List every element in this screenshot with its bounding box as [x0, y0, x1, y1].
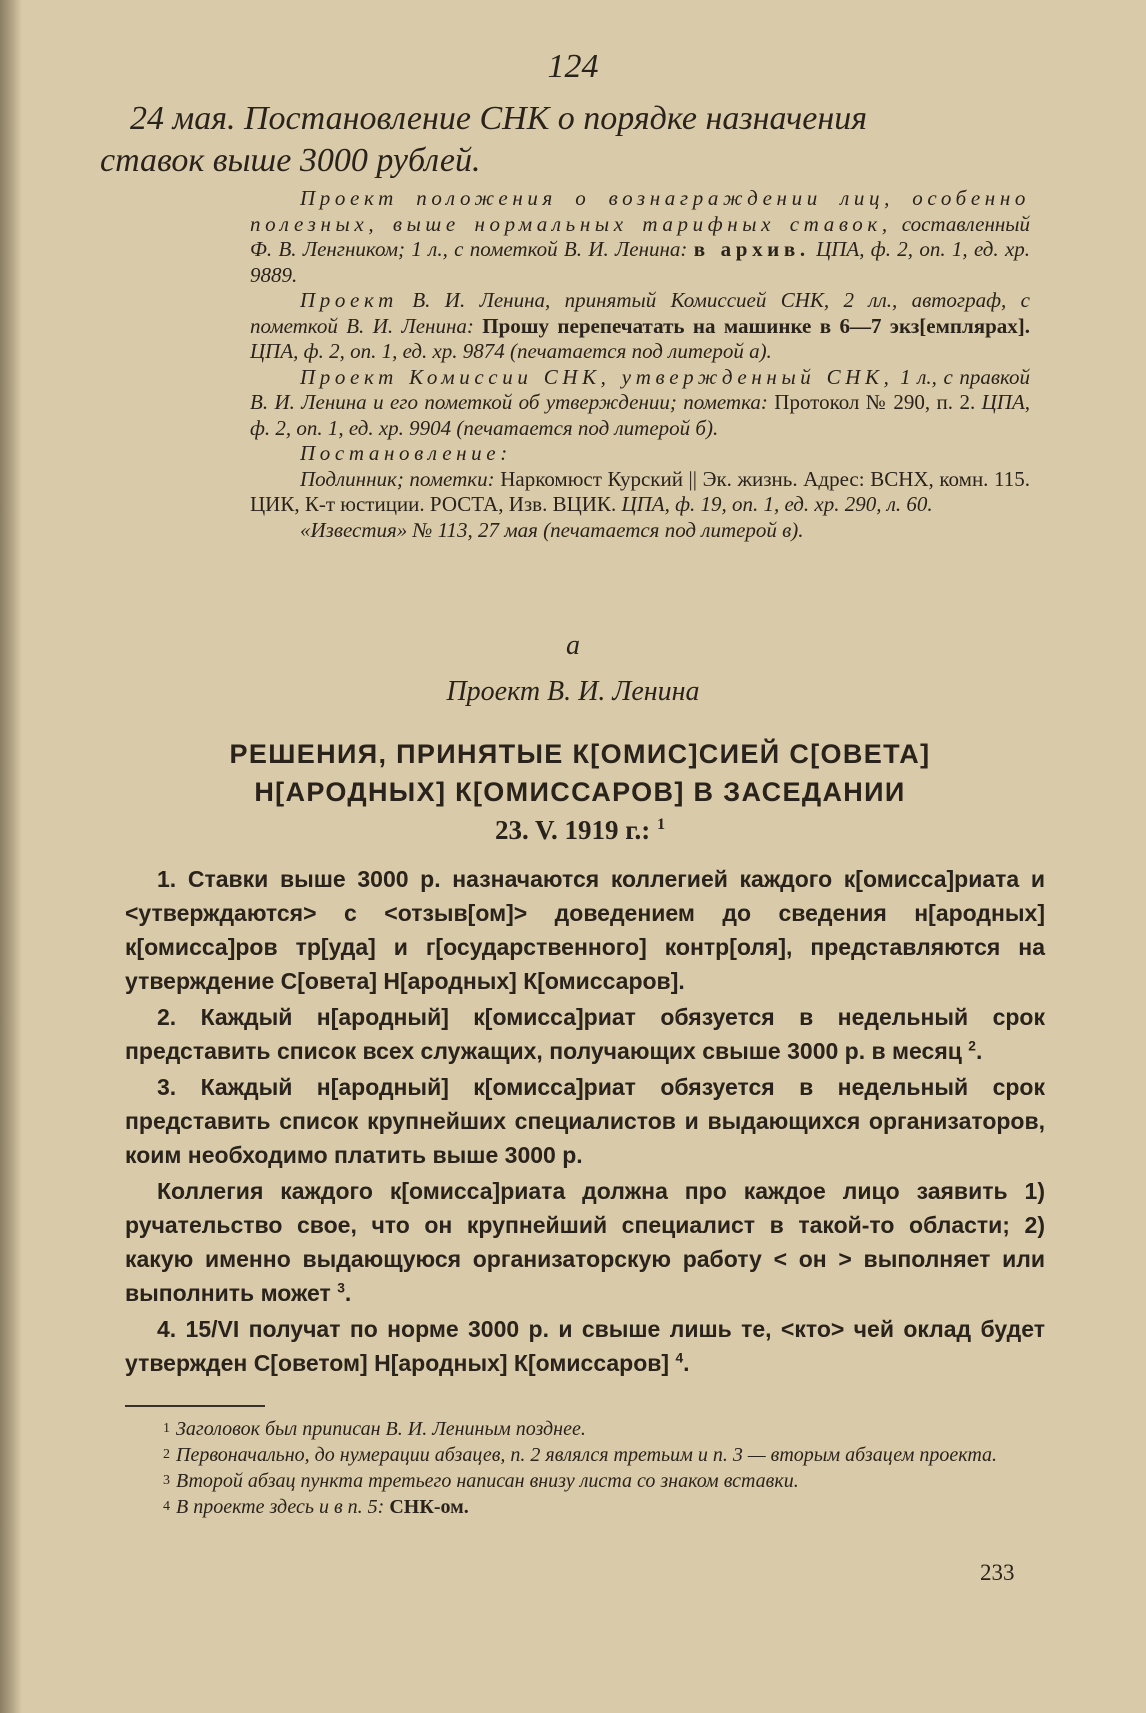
footnote: 2 Первоначально, до нумерации абзацев, п. 2 являлся третьим и п. 3 — вторым абзацем проекта.: [163, 1444, 998, 1466]
heading-date: 23. V. 1919 г.: $^1$: [494, 815, 666, 845]
footnote-divider: [125, 1405, 265, 1407]
source-note: Подлинник; пометки: Наркомюст Курский || Эк. жизнь. Адрес: ВСНХ, комн. 115. ЦИК, К-т юстиции. РОСТА, Изв. ВЦИК. ЦПА, ф. 19, оп. 1, ед. хр. 290, л. 60.: [250, 466, 1031, 516]
document-title: [100, 98, 1060, 182]
page-folio: 233: [980, 1560, 1015, 1585]
source-notes: [250, 186, 1030, 543]
document-title-line-1: 24 мая. Постановление СНК о порядке назначения: [130, 100, 868, 137]
decision-body: [125, 862, 1045, 1380]
heading-line-1: РЕШЕНИЯ, ПРИНЯТЫЕ К[ОМИС]СИЕЙ С[ОВЕТА]: [229, 739, 931, 769]
footnote-ref: 3: [337, 1280, 345, 1296]
decision-paragraph: 2. Каждый н[ародный] к[омисса]риат обязуется в недельный срок представить список всех служащих, получающих свыше 3000 р. в месяц $^2$.: [125, 1004, 1045, 1064]
decision-heading: [140, 735, 1020, 849]
footnote-ref: 2: [968, 1038, 976, 1054]
decision-paragraph: 4. 15/VI получат по норме 3000 р. и свыше лишь те, <кто> чей оклад будет утвержден С[оветом] Н[ародных] К[омиссаров] $^4$.: [125, 1316, 1045, 1376]
source-note: Проект положения о вознаграждении лиц, особенно полезных, выше нормальных тарифных ставок, составленный Ф. В. Ленгником; 1 л., с пометкой В. И. Ленина: в архив. ЦПА, ф. 2, оп. 1, ед. хр. 9889.: [250, 186, 1031, 287]
source-note: Проект В. И. Ленина, принятый Комиссией СНК, 2 лл., автограф, с пометкой В. И. Ленина: Прошу перепечатать на машинке в 6—7 экз[емплярах]. ЦПА, ф. 2, оп. 1, ед. хр. 9874 (печатается под литерой а).: [250, 288, 1031, 363]
footnote-ref: 4: [675, 1350, 684, 1366]
footnotes: [125, 1416, 1045, 1520]
source-note: Постановление:: [300, 441, 512, 465]
decision-paragraph: 3. Каждый н[ародный] к[омисса]риат обязуется в недельный срок представить список крупнейших специалистов и выдающихся организаторов, коим необходимо платить выше 3000 р.: [125, 1074, 1045, 1168]
source-note: «Известия» № 113, 27 мая (печатается под литерой в).: [300, 517, 804, 542]
footnote-ref: 1: [656, 815, 666, 833]
footnote: 1 Заголовок был приписан В. И. Лениным позднее.: [163, 1418, 586, 1440]
section-letter: а: [566, 630, 580, 661]
document-title-line-2: ставок выше 3000 рублей.: [100, 142, 481, 179]
decision-paragraph: Коллегия каждого к[омисса]риата должна про каждое лицо заявить 1) ручательство свое, что он крупнейший специалист в такой-то области; 2) какую именно выдающуюся организаторскую работу < он > выполняет или выполнить может $^3$.: [125, 1178, 1045, 1306]
document-number: 124: [547, 48, 599, 85]
project-label: Проект В. И. Ленина: [446, 676, 700, 707]
source-note: Проект Комиссии СНК, утвержденный СНК, 1 л., с правкой В. И. Ленина и его пометкой об утверждении; пометка: Протокол № 290, п. 2. ЦПА, ф. 2, оп. 1, ед. хр. 9904 (печатается под литерой б).: [250, 364, 1031, 440]
footnote: 3 Второй абзац пункта третьего написан внизу листа со знаком вставки.: [163, 1470, 799, 1492]
footnote: 4 В проекте здесь и в п. 5: СНК-ом.: [163, 1496, 469, 1518]
heading-line-2: Н[АРОДНЫХ] К[ОМИССАРОВ] В ЗАСЕДАНИИ: [254, 777, 906, 807]
decision-paragraph: 1. Ставки выше 3000 р. назначаются коллегией каждого к[омисса]риата и <утверждаются> с <отзыв[ом]> доведением до сведения н[ародных] к[омисса]ров тр[уда] и г[осударственного] контр[оля], представляются на утверждение С[овета] Н[ародных] К[омиссаров].: [125, 866, 1045, 994]
